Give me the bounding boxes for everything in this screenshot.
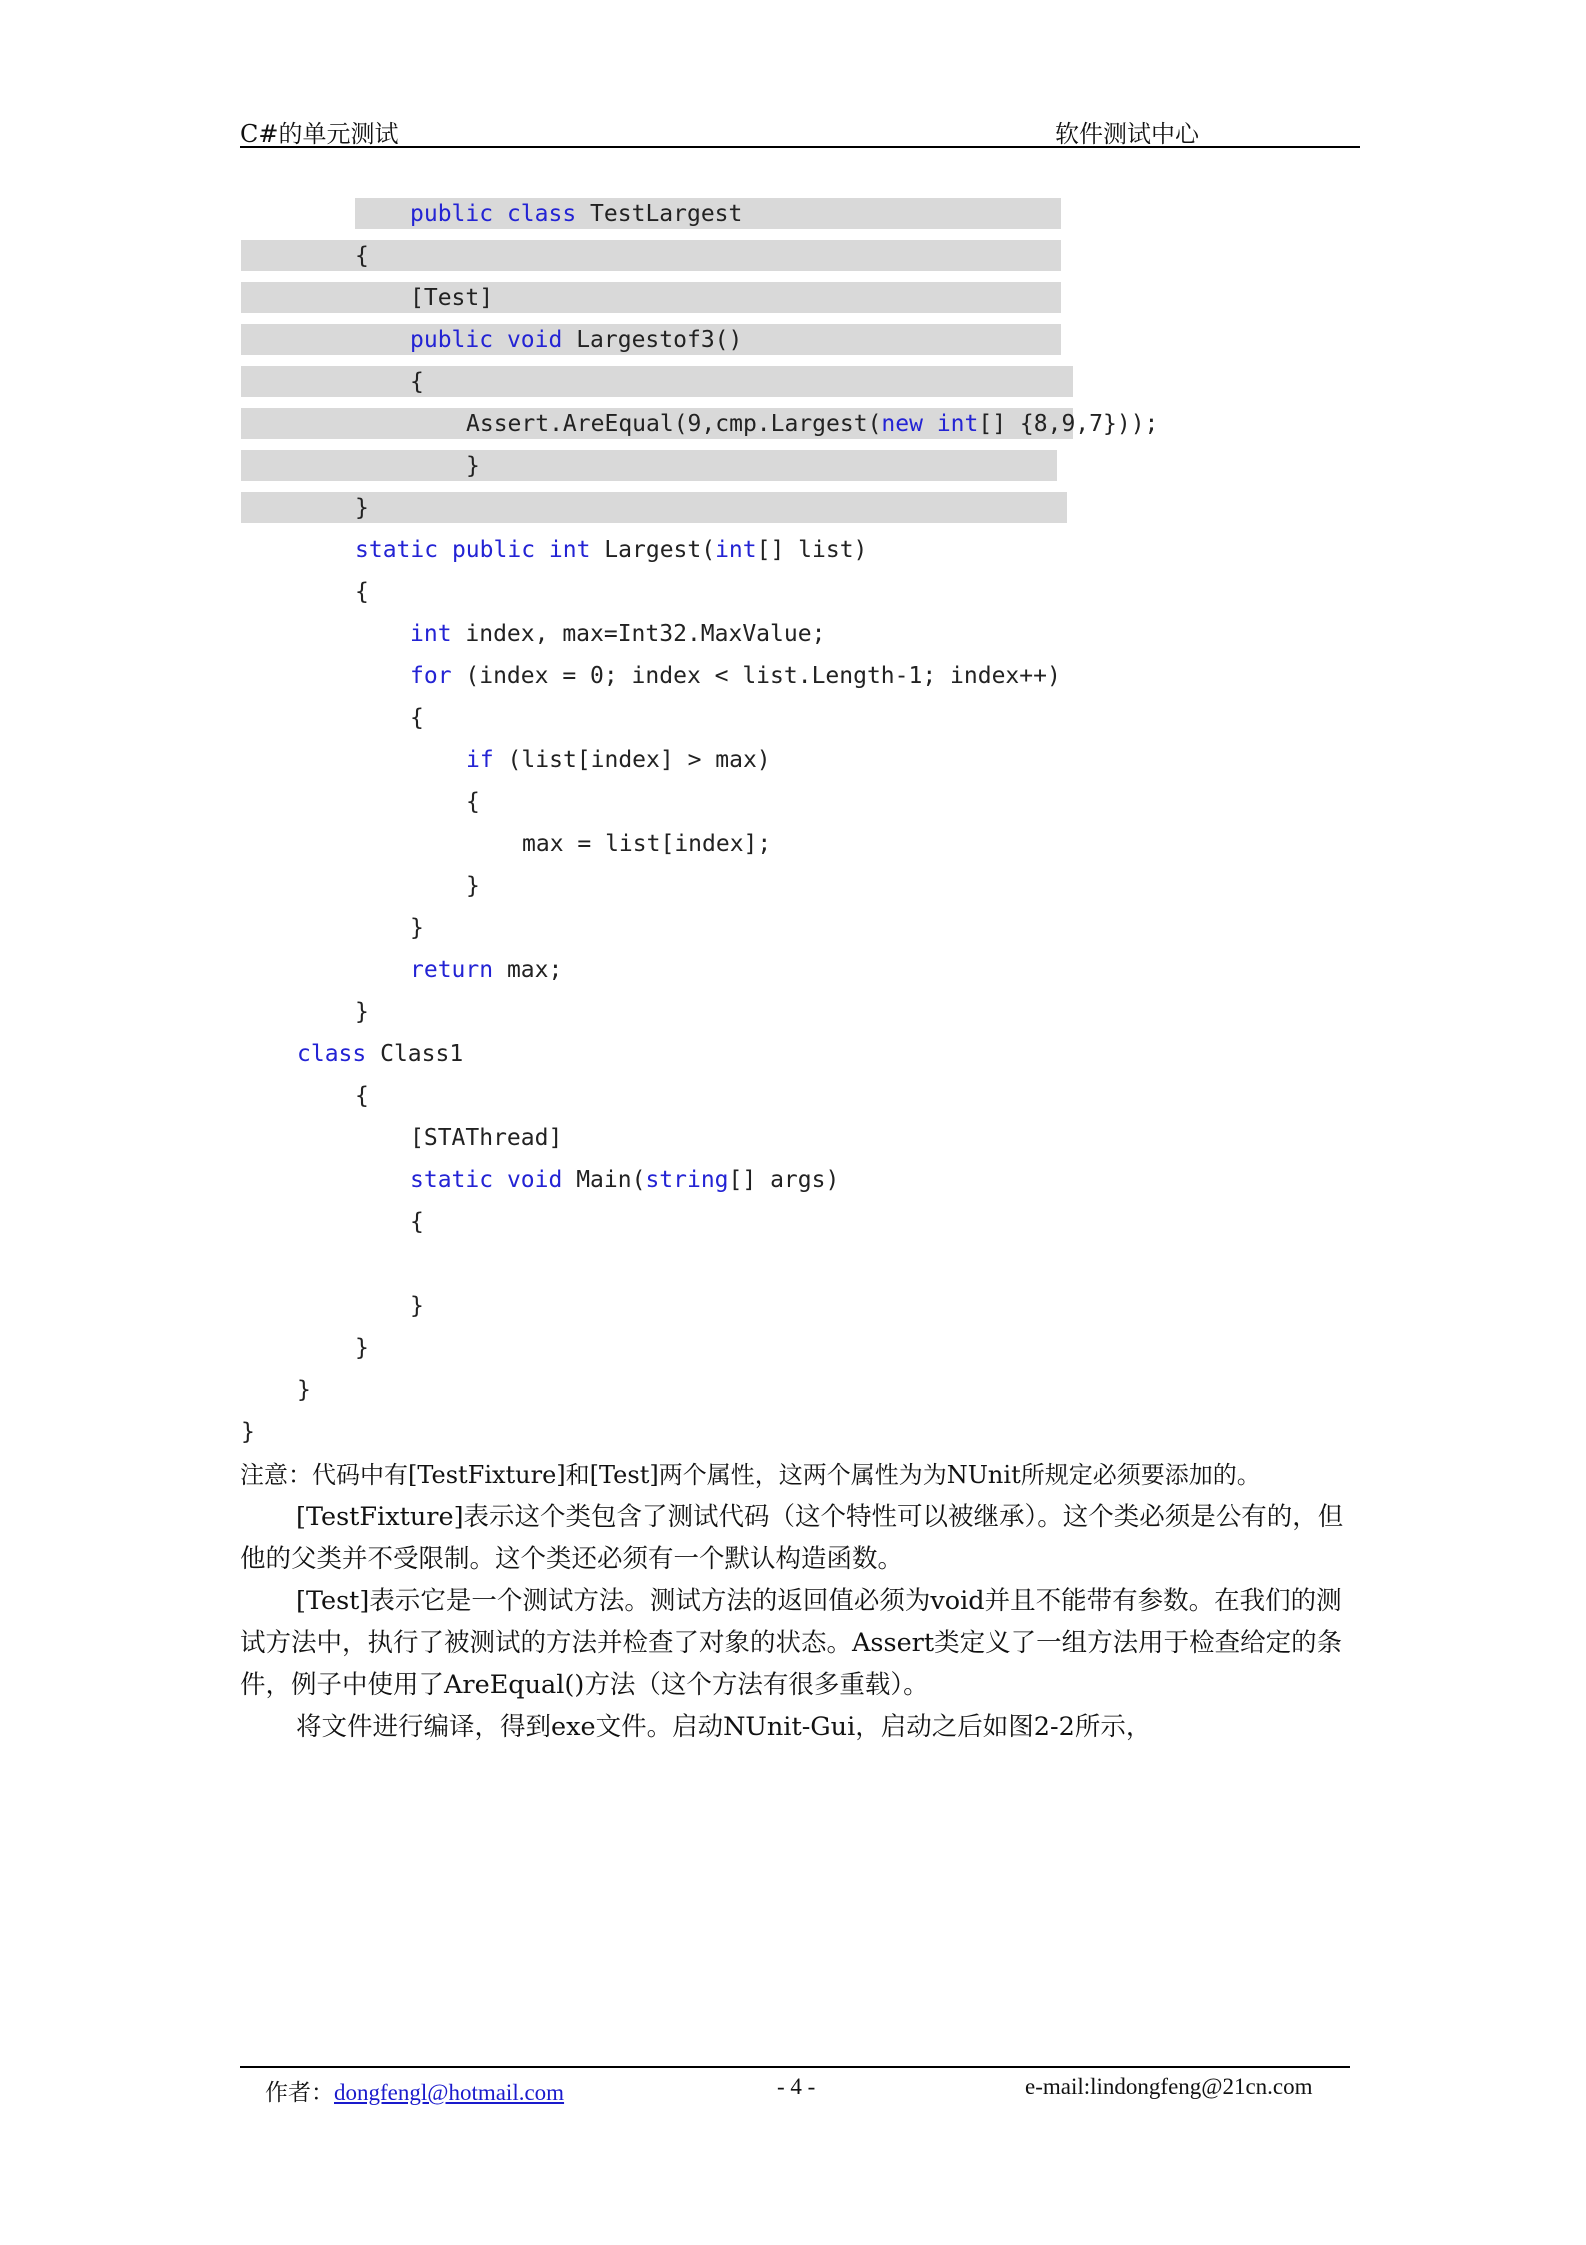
- code-line: public void Largestof3(): [410, 327, 743, 353]
- code-line: }: [241, 1419, 255, 1445]
- code-line: static public int Largest(int[] list): [355, 537, 868, 563]
- code-line: }: [410, 1293, 424, 1319]
- code-line: {: [355, 579, 369, 605]
- code-line: }: [466, 873, 480, 899]
- code-line: class Class1: [297, 1041, 464, 1067]
- code-line: {: [466, 789, 480, 815]
- code-line: }: [355, 1335, 369, 1361]
- code-line: }: [466, 453, 480, 479]
- page-footer: [240, 2066, 1350, 2108]
- paragraph: [Test]表示它是一个测试方法。测试方法的返回值必须为void并且不能带有参数。在我们的测试方法中，执行了被测试的方法并检查了对象的状态。Assert类定义了一组方法用于检查给定的条件，例子中使用了AreEqual()方法（这个方法有很多重载）。: [240, 1586, 1343, 1700]
- code-line: int index, max=Int32.MaxValue;: [410, 621, 826, 647]
- author-label: 作者：: [265, 2080, 334, 2105]
- code-line: [Test]: [410, 285, 494, 311]
- code-line: }: [410, 915, 424, 941]
- code-line: }: [355, 495, 369, 521]
- author-email-link[interactable]: dongfengl@hotmail.com: [334, 2080, 565, 2105]
- code-line: if (list[index] > max): [466, 747, 771, 773]
- paragraph: 将文件进行编译，得到exe文件。启动NUnit-Gui，启动之后如图2-2所示，: [296, 1712, 1152, 1742]
- code-line: [STAThread]: [410, 1125, 563, 1151]
- paragraph: [TestFixture]表示这个类包含了测试代码（这个特性可以被继承）。这个类必须是公有的，但他的父类并不受限制。这个类还必须有一个默认构造函数。: [240, 1502, 1344, 1574]
- code-line: }: [297, 1377, 311, 1403]
- code-highlight: [241, 282, 1061, 313]
- code-highlight: [241, 450, 1057, 481]
- footer-email: e-mail:lindongfeng@21cn.com: [1025, 2074, 1313, 2099]
- code-line: max = list[index];: [522, 831, 772, 857]
- code-line: {: [355, 243, 369, 269]
- page-header: [240, 110, 1360, 148]
- code-line: static void Main(string[] args): [410, 1167, 840, 1193]
- code-line: public class TestLargest: [410, 201, 743, 227]
- body-text: [240, 1454, 1360, 1748]
- code-line: return max;: [410, 957, 563, 983]
- code-line: {: [355, 1083, 369, 1109]
- footer-author: [265, 2074, 564, 2107]
- note-paragraph: 注意：代码中有[TestFixture]和[Test]两个属性，这两个属性为为NUnit所规定必须要添加的。: [240, 1461, 1261, 1489]
- code-line: {: [410, 369, 424, 395]
- code-line: {: [410, 1209, 424, 1235]
- header-title: C#的单元测试: [240, 120, 399, 148]
- code-line: Assert.AreEqual(9,cmp.Largest(new int[] {8,9,7}));: [466, 411, 1159, 437]
- code-line: }: [355, 999, 369, 1025]
- page-number: - 4 -: [777, 2074, 816, 2099]
- header-department: 软件测试中心: [1055, 120, 1199, 148]
- code-line: {: [410, 705, 424, 731]
- code-line: for (index = 0; index < list.Length-1; index++): [410, 663, 1061, 689]
- code-highlight: [241, 366, 1073, 397]
